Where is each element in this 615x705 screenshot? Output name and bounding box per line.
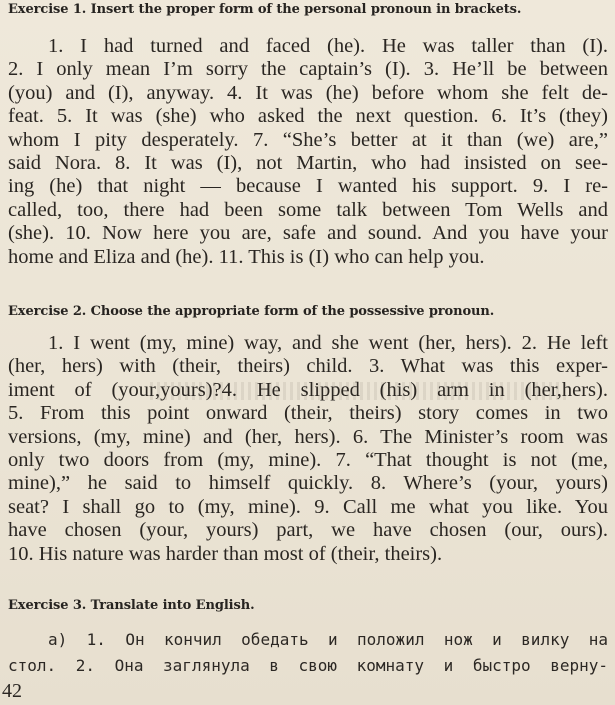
exercise-2-text [8, 332, 608, 566]
exercise-2-line: (her, hers) with (their, theirs) child. 3. What was this exper- [8, 355, 608, 378]
exercise-1-line: home and Eliza and (he). 11. This is (I) who can help you. [8, 245, 485, 268]
exercise-2-line: 5. From this point onward (their, theirs) story comes in two [8, 402, 608, 425]
exercise-3-heading: Exercise 3. Translate into English. [8, 598, 255, 613]
exercise-1-line: (she). 10. Now here you are, safe and sound. And you have your [8, 222, 608, 245]
exercise-1-heading: Exercise 1. Insert the proper form of the personal pronoun in brackets. [8, 2, 522, 17]
exercise-3-text [8, 627, 608, 679]
exercise-2-line: 10. His nature was harder than most of (their, theirs). [8, 542, 443, 565]
exercise-1-line: 1. I had turned and faced (he). He was taller than (I). [48, 35, 608, 57]
exercise-1-line: 2. I only mean I’m sorry the captain’s (I). 3. He’ll be between [8, 58, 608, 81]
exercise-1-line: ing (he) that night — because I wanted his support. 9. I re- [8, 175, 608, 198]
exercise-1-line: said Nora. 8. It was (I), not Martin, who had insisted on see- [8, 151, 608, 174]
exercise-2-line: 1. I went (my, mine) way, and she went (her, hers). 2. He left [48, 332, 608, 354]
exercise-1-line: whom I pity desperately. 7. “She’s better at it than (we) are,” [8, 128, 608, 151]
exercise-1-line: called, too, there had been some talk between Tom Wells and [8, 198, 608, 221]
exercise-1-line: feat. 5. It was (she) who asked the next question. 6. It’s (they) [8, 105, 608, 128]
exercise-2-line: mine),” he said to himself quickly. 8. Where’s (your, yours) [8, 472, 608, 495]
exercise-2-line: iment of (your,yours)?4. He slipped (his) arm in (her,hers). [8, 378, 608, 401]
exercise-1-line: (you) and (I), anyway. 4. It was (he) before whom she felt de- [8, 81, 608, 104]
exercise-2-line: only two doors from (my, mine). 7. “That thought is not (me, [8, 448, 608, 471]
exercise-3-line: а) 1. Он кончил обедать и положил нож и вилку на [48, 630, 608, 649]
exercise-2-heading: Exercise 2. Choose the appropriate form of the possessive pronoun. [8, 304, 495, 319]
exercise-2-line: have chosen (your, yours) part, we have chosen (our, ours). [8, 519, 608, 542]
page-number: 42 [2, 680, 22, 702]
exercise-1-text [8, 35, 608, 269]
exercise-2-line: versions, (my, mine) and (her, hers). 6. The Minister’s room was [8, 425, 608, 448]
exercise-2-line: seat? I shall go to (my, mine). 9. Call me what you like. You [8, 495, 608, 518]
exercise-3-line: стол. 2. Она заглянула в свою комнату и быстро верну- [8, 656, 608, 675]
